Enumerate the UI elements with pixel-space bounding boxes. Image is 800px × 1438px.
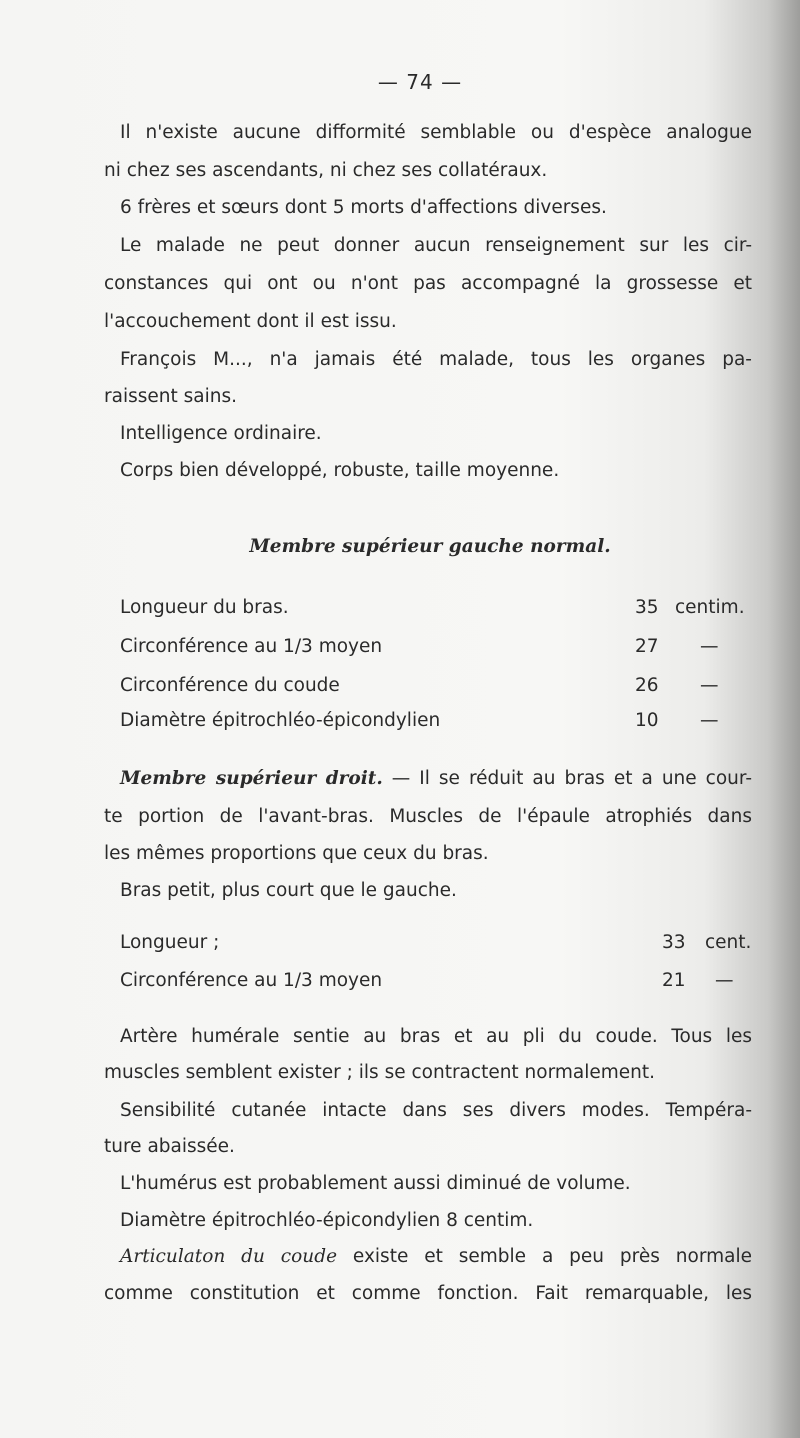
measure-unit: — — [700, 710, 719, 731]
text-line: L'humérus est probablement aussi diminué de volume. — [120, 1173, 631, 1194]
text-span: existe et semble a peu près normale — [337, 1246, 752, 1267]
text-line: François M..., n'a jamais été malade, tous les organes pa- — [120, 349, 752, 370]
measure-value: 10 — [635, 710, 659, 731]
text-line — [120, 768, 752, 790]
text-line: Il n'existe aucune difformité semblable ou d'espèce analogue — [120, 122, 752, 143]
page-number: — 74 — — [377, 70, 463, 94]
text-line: ni chez ses ascendants, ni chez ses collatéraux. — [104, 160, 548, 181]
measure-value: 27 — [635, 636, 659, 657]
text-line: Le malade ne peut donner aucun renseignement sur les cir- — [120, 235, 752, 256]
text-line: comme constitution et comme fonction. Fait remarquable, les — [104, 1283, 752, 1304]
section-title-inline: Membre supérieur droit. — [120, 768, 383, 789]
text-span: — Il se réduit au bras et a une cour- — [382, 768, 752, 789]
measure-value: 21 — [662, 970, 686, 991]
measure-value: 33 — [662, 932, 686, 953]
text-line: muscles semblent exister ; ils se contractent normalement. — [104, 1062, 656, 1083]
measure-unit: centim. — [675, 597, 745, 618]
text-line: Corps bien développé, robuste, taille moyenne. — [120, 460, 560, 481]
text-line: Sensibilité cutanée intacte dans ses divers modes. Tempéra- — [120, 1100, 752, 1121]
measure-label: Circonférence au 1/3 moyen — [120, 636, 383, 657]
measure-label: Diamètre épitrochléo-épicondylien — [120, 710, 441, 731]
text-line — [120, 1246, 752, 1268]
measure-unit: — — [700, 675, 719, 696]
measure-unit: cent. — [705, 932, 752, 953]
text-line: raissent sains. — [104, 386, 237, 407]
measure-label: Circonférence au 1/3 moyen — [120, 970, 383, 991]
text-line: Diamètre épitrochléo-épicondylien 8 centim. — [120, 1210, 534, 1231]
measure-label: Longueur ; — [120, 932, 220, 953]
measure-label: Longueur du bras. — [120, 597, 289, 618]
text-line: Intelligence ordinaire. — [120, 423, 322, 444]
text-line: les mêmes proportions que ceux du bras. — [104, 843, 489, 864]
text-line: constances qui ont ou n'ont pas accompagné la grossesse et — [104, 273, 752, 294]
text-line: Artère humérale sentie au bras et au pli du coude. Tous les — [120, 1026, 752, 1047]
measure-unit: — — [700, 636, 719, 657]
text-line: ture abaissée. — [104, 1136, 235, 1157]
text-line: Bras petit, plus court que le gauche. — [120, 880, 457, 901]
measure-value: 35 — [635, 597, 659, 618]
measure-label: Circonférence du coude — [120, 675, 340, 696]
text-line: te portion de l'avant-bras. Muscles de l'épaule atrophiés dans — [104, 806, 752, 827]
measure-unit: — — [715, 970, 734, 991]
section-heading: Membre supérieur gauche normal. — [249, 536, 611, 557]
text-line: l'accouchement dont il est issu. — [104, 311, 397, 332]
measure-value: 26 — [635, 675, 659, 696]
text-line: 6 frères et sœurs dont 5 morts d'affections diverses. — [120, 197, 607, 218]
section-title-inline: Articulaton du coude — [120, 1246, 338, 1267]
